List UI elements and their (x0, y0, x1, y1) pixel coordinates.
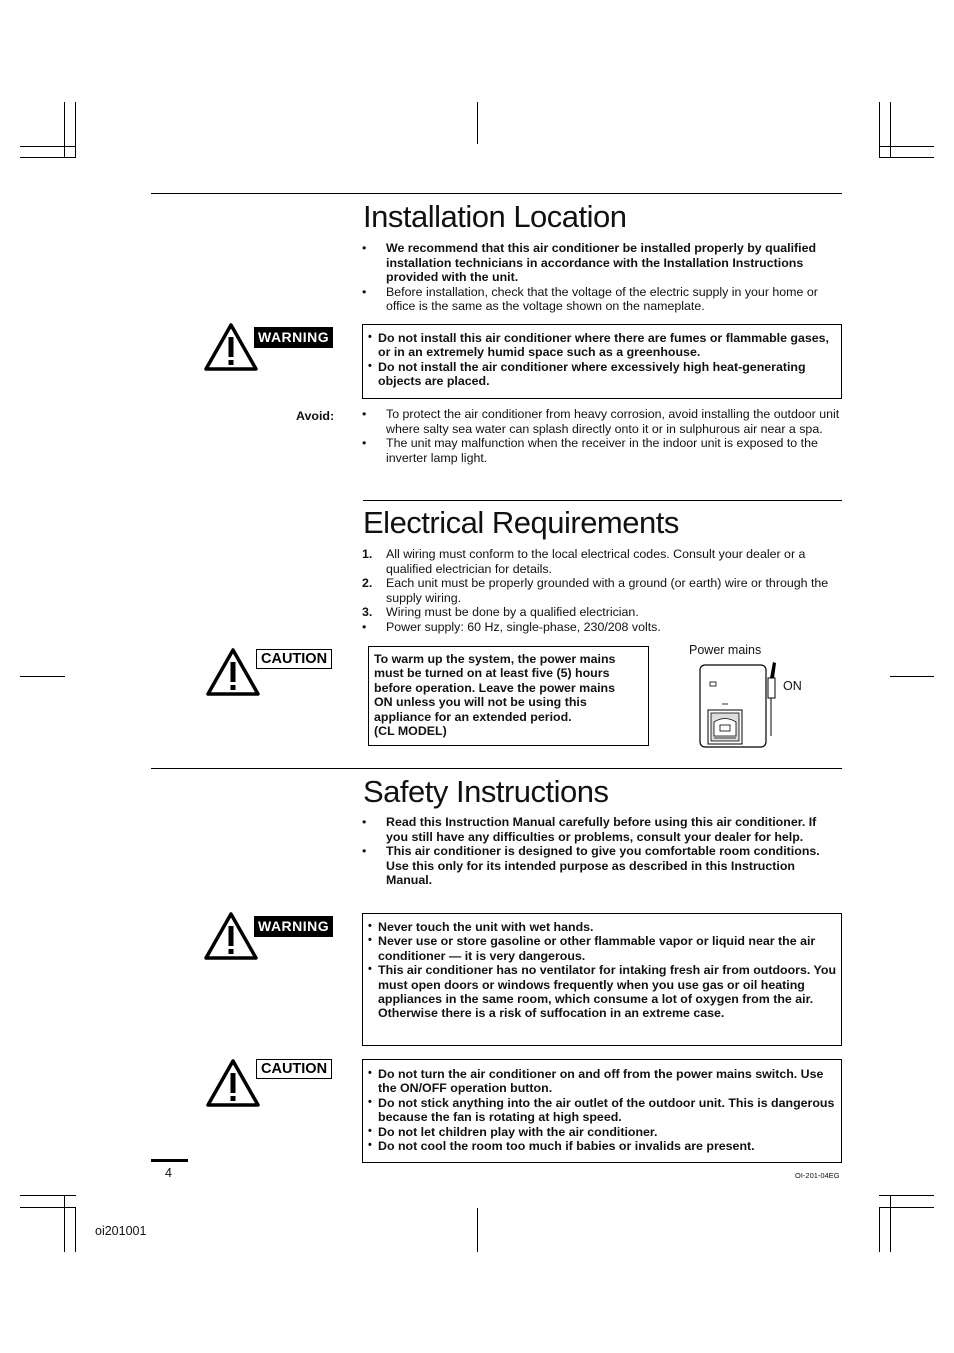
safety-bullets (362, 815, 840, 888)
caution-text-line: before operation. Leave the power mains (374, 680, 615, 695)
list-item: • Do not turn the air conditioner on and off from the power mains switch. Use the ON/OFF operation button. (368, 1067, 824, 1096)
list-item: • Read this Instruction Manual carefully before using this air conditioner. If you still have any difficulties or problems, consult your dealer for help. (362, 815, 817, 844)
page-number: 4 (165, 1166, 172, 1180)
avoid-label: Avoid: (296, 409, 335, 423)
safety-warning-box (362, 913, 842, 1046)
section-divider (151, 768, 842, 769)
list-item: • Do not install this air conditioner where there are fumes or flammable gases, or in an extremely humid space such as a greenhouse. (368, 331, 829, 360)
warning-triangle-icon (203, 911, 259, 961)
caution-text-line: must be turned on at least five (5) hours (374, 666, 610, 681)
list-item: • This air conditioner has no ventilator for intaking fresh air from outdoors. You must open doors or windows frequently when you use gas or oil heating appliances in the same room, which consume a lot of oxygen from the air. Otherwise there is a risk of suffocation in an extreme case. (368, 963, 837, 1021)
list-item: • Do not stick anything into the air outlet of the outdoor unit. This is dangerous because the fan is rotating at high speed. (368, 1095, 835, 1125)
list-item: • Do not cool the room too much if babies or invalids are present. (368, 1139, 755, 1154)
electrical-title: Electrical Requirements (363, 505, 679, 540)
installation-bullets (362, 241, 840, 314)
list-item: • Power supply: 60 Hz, single-phase, 230/208 volts. (362, 619, 661, 634)
installation-warning-box (362, 324, 842, 399)
caution-triangle-icon (205, 647, 261, 697)
section-divider (363, 500, 842, 501)
caution-text-line: appliance for an extended period. (374, 709, 572, 724)
caution-text-line: ON unless you will not be using this (374, 695, 587, 710)
safety-title: Safety Instructions (363, 774, 609, 809)
page-number-bar (151, 1159, 188, 1162)
list-item: 2. Each unit must be properly grounded with a ground (or earth) wire or through the supply wiring. (362, 576, 829, 605)
list-item: • Never touch the unit with wet hands. (368, 920, 594, 934)
list-item: • This air conditioner is designed to give you comfortable room conditions. Use this only for its intended purpose as described in this Instruction Manual. (362, 844, 820, 887)
caution-triangle-icon (205, 1058, 261, 1108)
list-item: • Never use or store gasoline or other flammable vapor or liquid near the air conditioner — it is very dangerous. (368, 934, 816, 963)
list-item: 1. All wiring must conform to the local electrical codes. Consult your dealer or a qualified electrician for details. (362, 547, 806, 576)
file-id: oi201001 (95, 1224, 147, 1238)
warning-label: WARNING (254, 916, 333, 937)
power-mains-switch-icon (694, 660, 784, 752)
list-item: • To protect the air conditioner from heavy corrosion, avoid installing the outdoor unit where salty sea water can splash directly onto it or in sulphurous air near a spa. (362, 407, 840, 436)
list-item: • We recommend that this air conditioner be installed properly by qualified installation technicians in accordance with the Installation Instructions provided with the unit. (362, 241, 817, 284)
list-item: • Do not install the air conditioner where excessively high heat-generating objects are placed. (368, 359, 806, 389)
caution-text-line: To warm up the system, the power mains (374, 652, 616, 666)
list-item: • Do not let children play with the air conditioner. (368, 1124, 658, 1139)
list-item: • The unit may malfunction when the receiver in the indoor unit is exposed to the inverter lamp light. (362, 436, 818, 465)
doc-code: OI-201-04EG (795, 1171, 840, 1180)
warning-triangle-icon (203, 322, 259, 372)
electrical-caution-box (368, 646, 649, 746)
warning-label: WARNING (254, 327, 333, 348)
caution-text-line: (CL MODEL) (374, 724, 447, 739)
list-item: 3. Wiring must be done by a qualified electrician. (362, 605, 639, 619)
installation-title: Installation Location (363, 199, 627, 234)
electrical-list (362, 547, 840, 634)
section-divider (151, 193, 842, 194)
safety-caution-box (362, 1059, 842, 1163)
on-label: ON (783, 679, 802, 693)
caution-label: CAUTION (256, 1059, 332, 1079)
avoid-list (362, 407, 840, 465)
list-item: • Before installation, check that the voltage of the electric supply in your home or office is the same as the voltage shown on the nameplate. (362, 284, 818, 313)
power-mains-label: Power mains (689, 643, 762, 657)
caution-label: CAUTION (256, 649, 332, 669)
